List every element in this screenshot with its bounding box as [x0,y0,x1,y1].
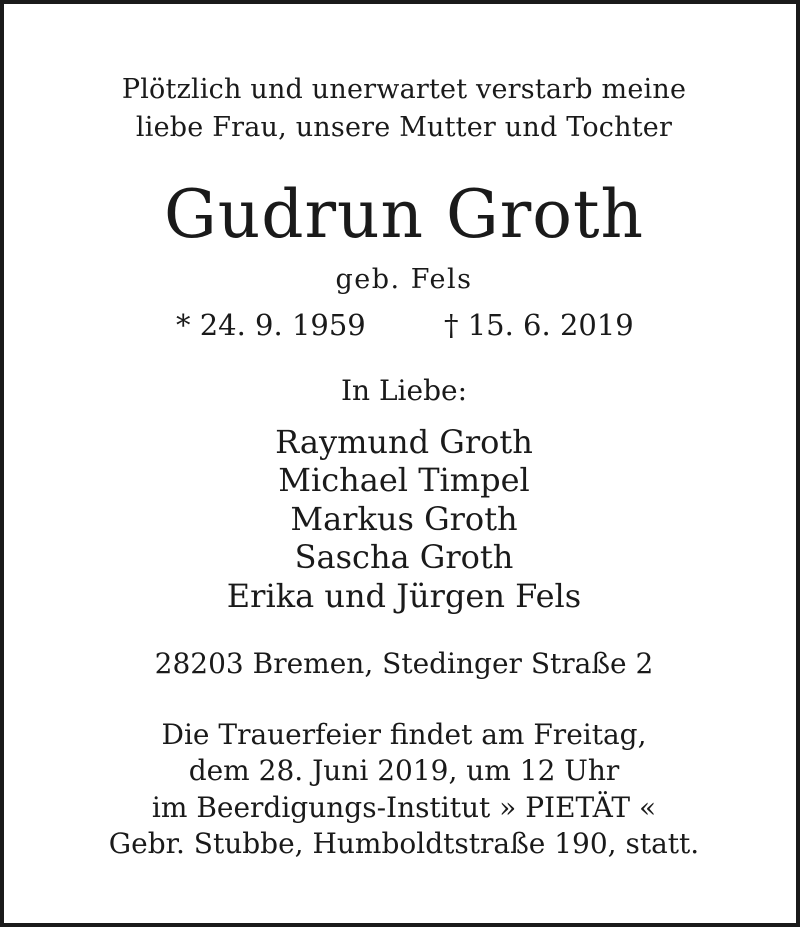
mourner-name: Michael Timpel [278,461,530,499]
intro-line: Plötzlich und unerwartet verstarb meine [121,74,687,105]
deceased-name: Gudrun Groth [163,176,645,253]
mourner-name: Markus Groth [290,500,518,538]
in-love-heading: In Liebe: [340,374,468,407]
funeral-info-line: im Beerdigungs-Institut » PIETÄT « [151,791,657,824]
life-dates [4,308,800,343]
funeral-info-line: Die Trauerfeier findet am Freitag, [161,718,647,751]
funeral-info-line: dem 28. Juni 2019, um 12 Uhr [188,754,620,787]
death-date: † 15. 6. 2019 [444,308,634,342]
mourner-name: Sascha Groth [294,538,514,576]
mourner-name: Erika und Jürgen Fels [226,577,582,615]
family-address: 28203 Bremen, Stedinger Straße 2 [154,647,654,680]
birth-date: * 24. 9. 1959 [176,308,366,342]
maiden-name: geb. Fels [335,264,473,295]
mourner-name: Raymund Groth [275,423,533,461]
funeral-info-line: Gebr. Stubbe, Humboldtstraße 190, statt. [108,827,700,860]
intro-line: liebe Frau, unsere Mutter und Tochter [135,112,673,143]
